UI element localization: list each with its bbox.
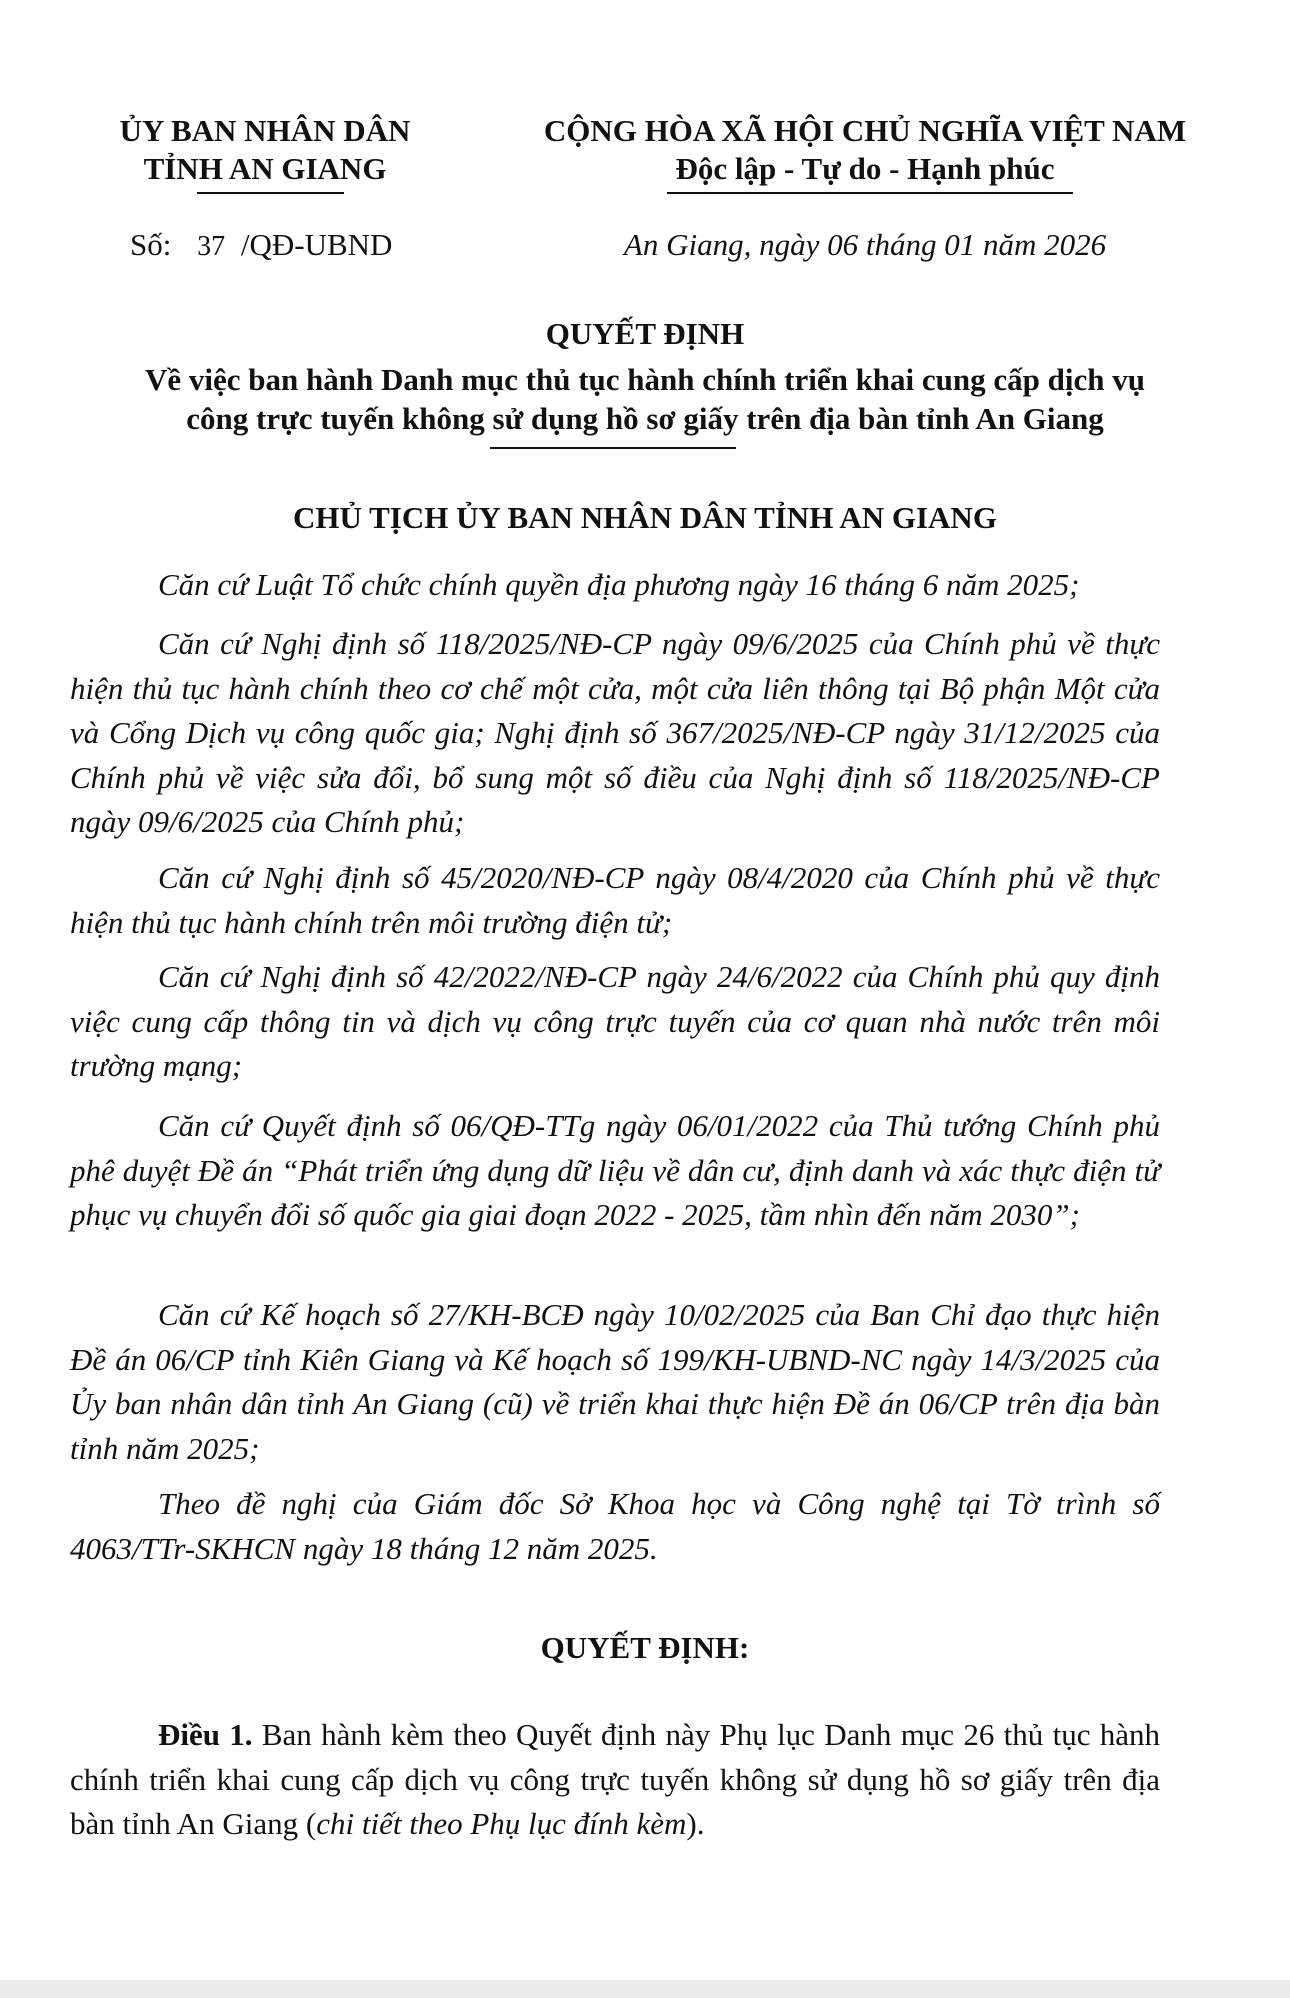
article-1-label: Điều 1. (158, 1717, 253, 1752)
basis-paragraph-7: Theo đề nghị của Giám đốc Sở Khoa học và Công nghệ tại Tờ trình số 4063/TTr-SKHCN ngày 18 tháng 12 năm 2025. (70, 1486, 1160, 1566)
motto-underline (667, 192, 1073, 194)
basis-paragraph-3: Căn cứ Nghị định số 45/2020/NĐ-CP ngày 08/4/2020 của Chính phủ về thực hiện thủ tục hành chính trên môi trường điện tử; (70, 860, 1160, 940)
number-value: 37 (197, 231, 226, 262)
basis-paragraph-2: Căn cứ Nghị định số 118/2025/NĐ-CP ngày 09/6/2025 của Chính phủ về thực hiện thủ tục hành chính theo cơ chế một cửa, một cửa liên thông tại Bộ phận Một cửa và Cổng Dịch vụ công quốc gia; Nghị định số 367/2025/NĐ-CP ngày 31/12/2025 của Chính phủ về việc sửa đổi, bổ sung một số điều của Nghị định số 118/2025/NĐ-CP ngày 09/6/2025 của Chính phủ; (70, 626, 1160, 839)
page-bottom-edge (0, 1980, 1290, 1998)
agency-name-line2: TỈNH AN GIANG (143, 151, 387, 186)
document-type-title: QUYẾT ĐỊNH (545, 316, 745, 351)
agency-underline (197, 192, 344, 194)
subject-line2: công trực tuyến không sử dụng hồ sơ giấy trên địa bàn tỉnh An Giang (186, 401, 1104, 436)
basis-paragraph-6: Căn cứ Kế hoạch số 27/KH-BCĐ ngày 10/02/2025 của Ban Chỉ đạo thực hiện Đề án 06/CP tỉnh Kiên Giang và Kế hoạch số 199/KH-UBND-NC ngày 14/3/2025 của Ủy ban nhân dân tỉnh An Giang (cũ) về triển khai thực hiện Đề án 06/CP trên địa bàn tỉnh năm 2025; (70, 1297, 1160, 1466)
issuing-authority: CHỦ TỊCH ỦY BAN NHÂN DÂN TỈNH AN GIANG (293, 500, 997, 535)
agency-name-line1: ỦY BAN NHÂN DÂN (119, 113, 411, 148)
place-and-date: An Giang, ngày 06 tháng 01 năm 2026 (623, 227, 1107, 262)
basis-paragraph-1: Căn cứ Luật Tổ chức chính quyền địa phương ngày 16 tháng 6 năm 2025; (158, 567, 1080, 602)
national-motto-line2: Độc lập - Tự do - Hạnh phúc (675, 151, 1055, 186)
document-number (130, 227, 392, 263)
national-motto-line1: CỘNG HÒA XÃ HỘI CHỦ NGHĨA VIỆT NAM (543, 113, 1187, 148)
article-1 (70, 1713, 1160, 1847)
number-suffix: /QĐ-UBND (240, 227, 393, 262)
article-1-note: chi tiết theo Phụ lục đính kèm (316, 1806, 687, 1841)
subject-underline (490, 447, 736, 449)
article-1-end: ). (686, 1806, 705, 1841)
subject-line1: Về việc ban hành Danh mục thủ tục hành chính triển khai cung cấp dịch vụ (145, 362, 1145, 397)
decision-heading: QUYẾT ĐỊNH: (540, 1630, 750, 1665)
basis-paragraph-5: Căn cứ Quyết định số 06/QĐ-TTg ngày 06/01/2022 của Thủ tướng Chính phủ phê duyệt Đề án “Phát triển ứng dụng dữ liệu về dân cư, định danh và xác thực điện tử phục vụ chuyển đổi số quốc gia giai đoạn 2022 - 2025, tầm nhìn đến năm 2030”; (70, 1108, 1160, 1232)
number-label: Số: (130, 227, 172, 262)
article-1-text: Ban hành kèm theo Quyết định này Phụ lục Danh mục 26 thủ tục hành chính triển khai cung cấp dịch vụ công trực tuyến không sử dụng hồ sơ giấy trên địa bàn tỉnh An Giang ( (70, 1717, 1161, 1841)
basis-paragraph-4: Căn cứ Nghị định số 42/2022/NĐ-CP ngày 24/6/2022 của Chính phủ quy định việc cung cấp thông tin và dịch vụ công trực tuyến của cơ quan nhà nước trên môi trường mạng; (70, 959, 1160, 1083)
